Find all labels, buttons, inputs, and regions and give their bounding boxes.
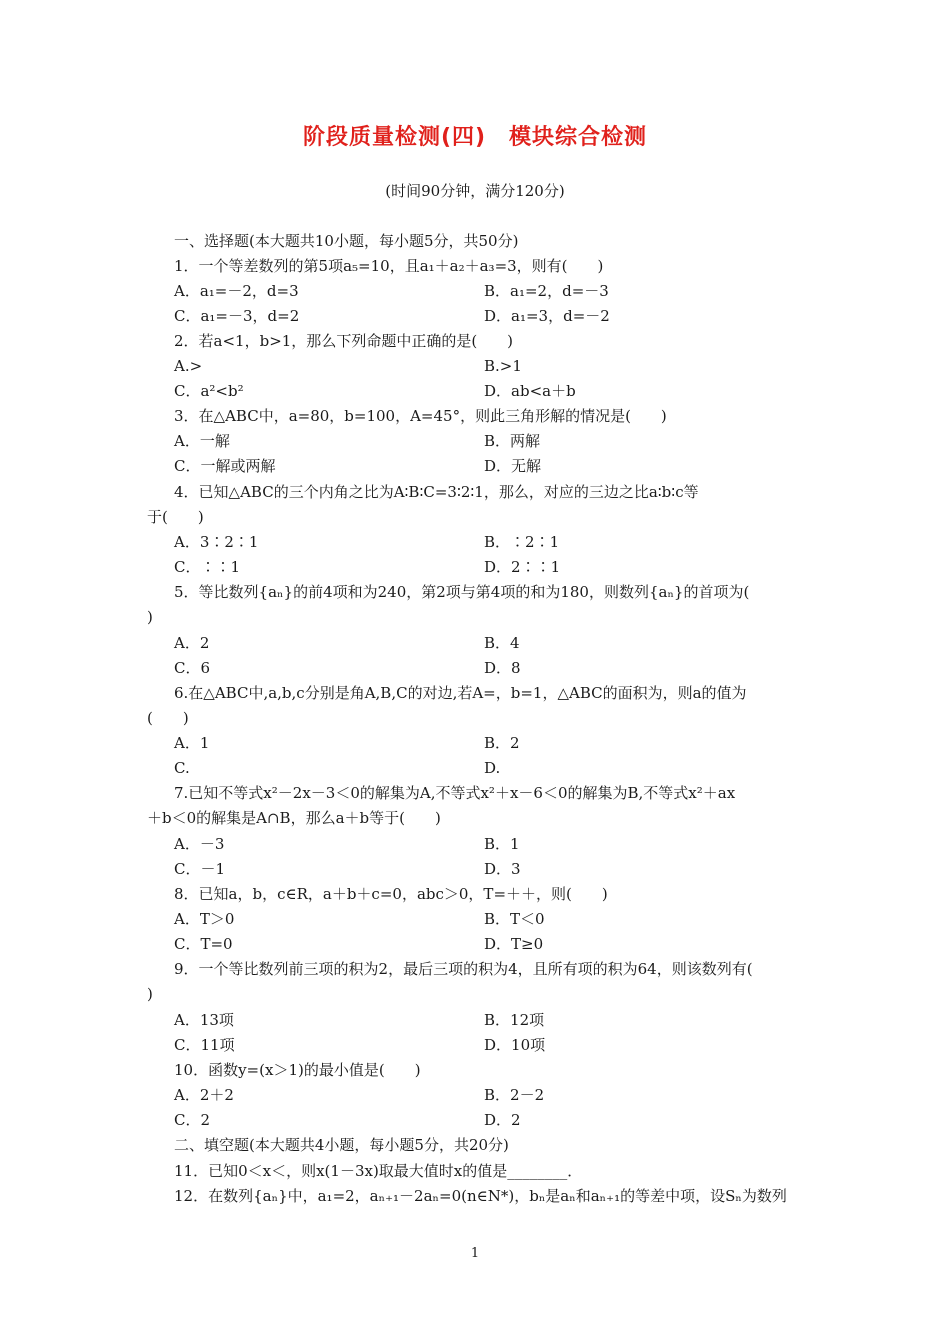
question-10-option-b: B．2－2 <box>484 1086 545 1104</box>
question-8-option-d: D．T≥0 <box>484 935 544 953</box>
question-6-option-b: B．2 <box>484 734 520 752</box>
question-2-option-c: C．a²<b² <box>174 382 244 400</box>
question-3-option-c: C．一解或两解 <box>174 457 276 475</box>
question-5-option-c: C．6 <box>174 659 211 677</box>
question-11-stem: 11．已知0＜x＜，则x(1－3x)取最大值时x的值是________． <box>174 1162 583 1180</box>
section-heading-fill-in: 二、填空题(本大题共4小题，每小题5分，共20分) <box>174 1136 509 1154</box>
question-8-option-a: A．T＞0 <box>174 910 235 928</box>
exam-time-info: (时间90分钟，满分120分) <box>385 182 565 200</box>
question-8-option-c: C．T=0 <box>174 935 233 953</box>
question-4-option-b: B．∶2∶1 <box>484 533 560 551</box>
question-6-stem-line1: 6.在△ABC中,a,b,c分别是角A,B,C的对边,若A=，b=1，△ABC的面积为，则a的值为 <box>174 684 747 702</box>
question-5-option-a: A．2 <box>174 634 210 652</box>
question-10-option-d: D．2 <box>484 1111 521 1129</box>
question-4-option-c: C．∶∶1 <box>174 558 241 576</box>
question-2-option-b: B.>1 <box>484 357 522 375</box>
question-3-option-a: A．一解 <box>174 432 230 450</box>
page-title: 阶段质量检测(四) 模块综合检测 <box>302 125 648 150</box>
question-1-option-d: D．a₁=3，d=－2 <box>484 307 610 325</box>
question-4-option-a: A．3∶2∶1 <box>174 533 259 551</box>
question-9-stem-line1: 9．一个等比数列前三项的积为2，最后三项的积为4，且所有项的积为64，则该数列有( <box>174 960 753 978</box>
question-5-stem-line1: 5．等比数列{aₙ}的前4项和为240，第2项与第4项的和为180，则数列{aₙ}的首项为( <box>174 583 750 601</box>
question-3-option-b: B．两解 <box>484 432 541 450</box>
question-10-stem: 10．函数y=(x＞1)的最小值是( ) <box>174 1061 421 1079</box>
question-2-stem: 2．若a<1，b>1，那么下列命题中正确的是( ) <box>174 332 514 350</box>
question-9-option-d: D．10项 <box>484 1036 546 1054</box>
question-7-option-b: B．1 <box>484 835 520 853</box>
question-7-stem-line1: 7.已知不等式x²－2x－3＜0的解集为A,不等式x²＋x－6＜0的解集为B,不等式x²＋ax <box>174 784 736 802</box>
question-7-stem-line2: ＋b＜0的解集是A∩B，那么a＋b等于( ) <box>147 809 441 827</box>
question-9-stem-line2: ) <box>147 985 153 1003</box>
question-5-stem-line2: ) <box>147 608 153 626</box>
question-4-stem-line1: 4．已知△ABC的三个内角之比为A∶B∶C=3∶2∶1，那么，对应的三边之比a∶b∶c等 <box>174 483 699 501</box>
question-7-option-a: A．－3 <box>174 835 225 853</box>
question-4-stem-line2: 于( ) <box>147 508 204 526</box>
question-7-option-d: D．3 <box>484 860 521 878</box>
question-8-stem: 8．已知a，b，c∈R，a＋b＋c=0，abc＞0，T=＋＋，则( ) <box>174 885 608 903</box>
question-9-option-c: C．11项 <box>174 1036 235 1054</box>
question-2-option-d: D．ab<a＋b <box>484 382 576 400</box>
question-10-option-a: A．2＋2 <box>174 1086 234 1104</box>
question-6-option-d: D. <box>484 759 501 777</box>
page-number: 1 <box>470 1246 480 1261</box>
question-1-option-c: C．a₁=－3，d=2 <box>174 307 300 325</box>
question-1-option-a: A．a₁=－2，d=3 <box>174 282 299 300</box>
question-9-option-a: A．13项 <box>174 1011 234 1029</box>
question-9-option-b: B．12项 <box>484 1011 545 1029</box>
section-heading-choice: 一、选择题(本大题共10小题，每小题5分，共50分) <box>174 232 519 250</box>
question-12-stem: 12．在数列{aₙ}中，a₁=2，aₙ₊₁－2aₙ=0(n∈N*)，bₙ是aₙ和aₙ₊₁的等差中项，设Sₙ为数列 <box>174 1187 787 1205</box>
question-1-stem: 1．一个等差数列的第5项a₅=10，且a₁＋a₂＋a₃=3，则有( ) <box>174 257 604 275</box>
question-7-option-c: C．－1 <box>174 860 226 878</box>
question-8-option-b: B．T＜0 <box>484 910 545 928</box>
question-10-option-c: C．2 <box>174 1111 211 1129</box>
question-1-option-b: B．a₁=2，d=－3 <box>484 282 609 300</box>
question-6-option-a: A．1 <box>174 734 210 752</box>
question-5-option-d: D．8 <box>484 659 521 677</box>
question-6-stem-line2: ( ) <box>147 709 189 727</box>
question-6-option-c: C. <box>174 759 190 777</box>
question-4-option-d: D．2∶∶1 <box>484 558 561 576</box>
question-2-option-a: A.> <box>174 357 203 375</box>
question-3-stem: 3．在△ABC中，a=80，b=100，A=45°，则此三角形解的情况是( ) <box>174 407 667 425</box>
question-5-option-b: B．4 <box>484 634 520 652</box>
question-3-option-d: D．无解 <box>484 457 542 475</box>
